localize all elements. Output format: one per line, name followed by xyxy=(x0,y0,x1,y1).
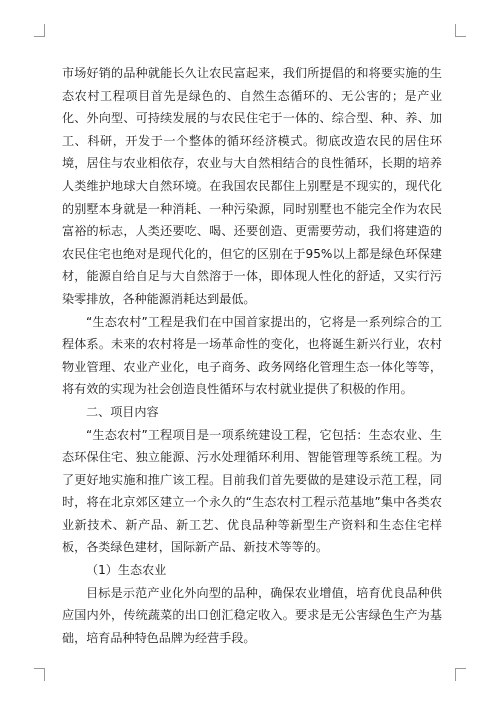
paragraph-continuation: 市场好销的品种就能长久让农民富起来，我们所提倡的和将要实施的生态农村工程项目首先是绿色的、自然生态循环的、无公害的；是产业化、外向型、可持续发展的与农民住宅于一体的、综合型、种、养、加工、科研，开发于一个整体的循环经济模式。彻底改造农民的居住环境，居住与农业相依存，农业与大自然相结合的良性循环，长期的培养人类维护地球大自然环境。在我国农民都住上别墅是不现实的，现代化的别墅本身就是一种消耗、一种污染源，同时别墅也不能完全作为农民富裕的标志，人类还要吃、喝、还要创造、更需要劳动，我们将建造的农民住宅也绝对是现代化的，但它的区别在于95%以上都是绿色环保建材，能源自给自足与大自然溶于一体，即体现人性化的舒适，又实行污染零排放，各种能源消耗达到最低。 xyxy=(62,66,442,306)
paragraph-eco-village-intro: “生态农村”工程是我们在中国首家提出的，它将是一系列综合的工程体系。未来的农村将是一场革命性的变化，也将诞生新兴行业，农村物业管理、农业产业化，电子商务、政务网络化管理生态一体化等等，将有效的实现为社会创造良性循环与农村就业提供了积极的作用。 xyxy=(62,314,442,397)
paragraph-project-scope: “生态农村”工程项目是一项系统建设工程，它包括：生态农业、生态环保住宅、独立能源、污水处理循环利用、智能管理等系统工程。为了更好地实施和推广该工程。目前我们首先要做的是建设示范工程，同时，将在北京郊区建立一个永久的“生态农村工程示范基地”集中各类农业新技术、新产品、新工艺、优良品种等新型生产资料和生态住宅样板，各类绿色建材，国际新产品、新技术等等的。 xyxy=(62,427,442,555)
section-heading-project-content: 二、项目内容 xyxy=(86,404,159,419)
crop-mark-bottom-left xyxy=(34,668,45,681)
crop-mark-top-left xyxy=(34,24,45,37)
subheading-eco-agriculture: （1）生态农业 xyxy=(86,563,167,578)
crop-mark-top-right xyxy=(455,24,466,37)
crop-mark-bottom-right xyxy=(455,668,466,681)
document-body xyxy=(62,62,442,649)
paragraph-eco-agriculture-goal: 目标是示范产业化外向型的品种，确保农业增值，培育优良品种供应国内外，传统蔬菜的出口创汇稳定收入。要求是无公害绿色生产为基础，培育品种特色品牌为经营手段。 xyxy=(62,585,442,645)
